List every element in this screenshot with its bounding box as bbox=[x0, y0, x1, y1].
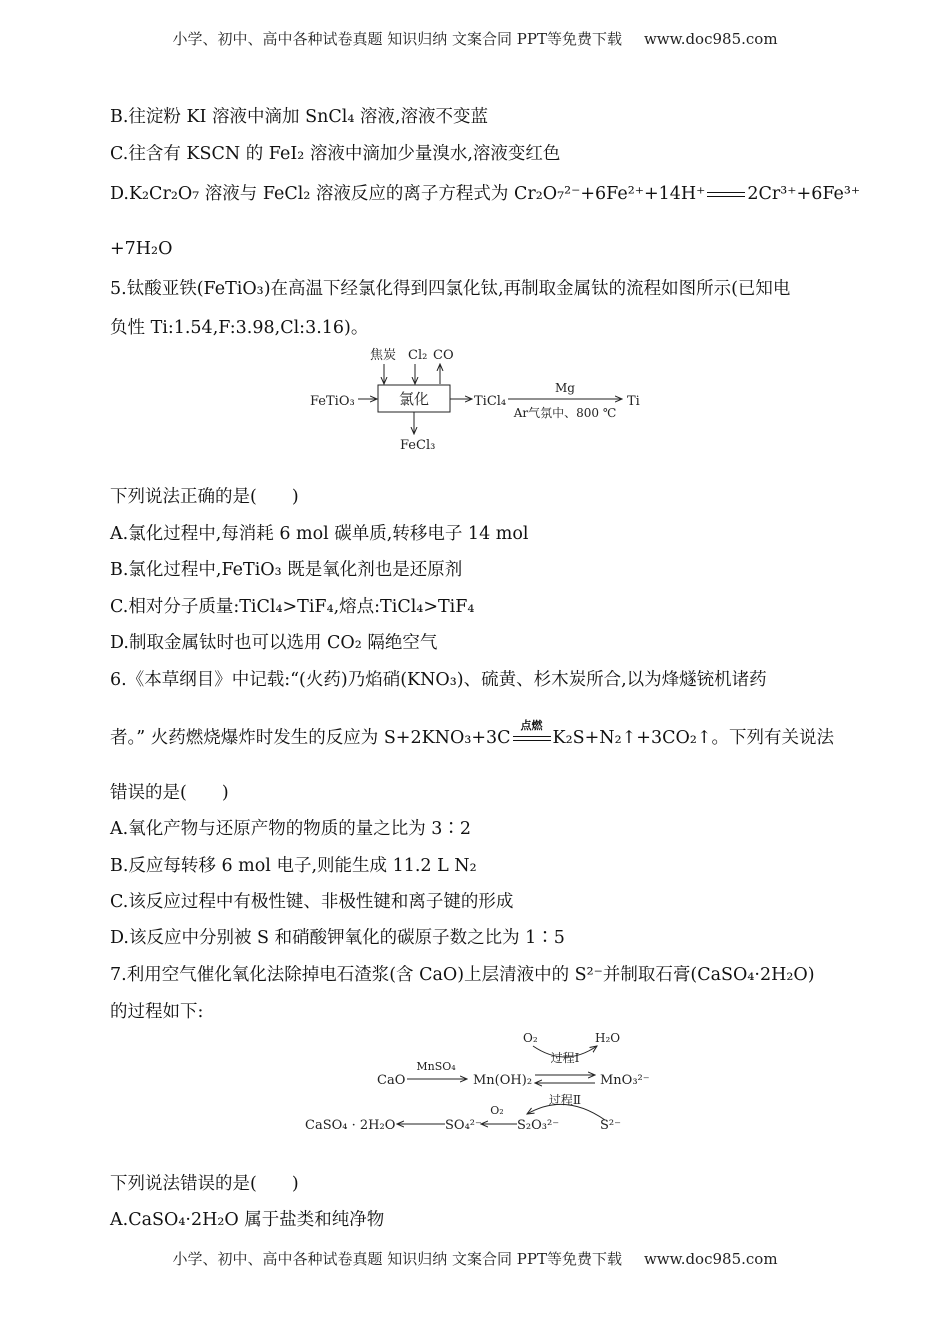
q5-option-b: B.氯化过程中,FeTiO₃ 既是氧化剂也是还原剂 bbox=[110, 560, 463, 580]
mno3-label: MnO₃²⁻ bbox=[600, 1073, 650, 1088]
s2o3-label: S₂O₃²⁻ bbox=[517, 1118, 560, 1133]
co-label: CO bbox=[433, 348, 454, 363]
o2-low-label: O₂ bbox=[490, 1104, 504, 1117]
q6-stem-line3: 错误的是( ) bbox=[110, 783, 229, 803]
chlorination-label: 氯化 bbox=[398, 390, 430, 408]
page-header bbox=[0, 28, 950, 49]
q5-option-a: A.氯化过程中,每消耗 6 mol 碳单质,转移电子 14 mol bbox=[110, 524, 529, 544]
ignite-condition: 点燃 bbox=[520, 718, 543, 732]
q4-option-d-cont: +7H₂O bbox=[110, 239, 173, 259]
mnso4-label: MnSO₄ bbox=[416, 1060, 456, 1073]
process-1-label: 过程Ⅰ bbox=[550, 1051, 580, 1065]
q6-stem-part2: K₂S+N₂↑+3CO₂↑。下列有关说法 bbox=[552, 728, 834, 748]
q7-process-diagram bbox=[295, 1022, 665, 1144]
ticl4-label: TiCl₄ bbox=[474, 394, 507, 409]
fetio3-label: FeTiO₃ bbox=[310, 394, 355, 409]
page-footer bbox=[0, 1248, 950, 1269]
q7-option-a: A.CaSO₄·2H₂O 属于盐类和纯净物 bbox=[110, 1210, 385, 1230]
q5-option-c: C.相对分子质量:TiCl₄>TiF₄,熔点:TiCl₄>TiF₄ bbox=[110, 597, 475, 617]
footer-url[interactable]: www.doc985.com bbox=[643, 1250, 778, 1268]
q6-stem-part1: 者。” 火药燃烧爆炸时发生的反应为 S+2KNO₃+3C bbox=[110, 728, 511, 748]
q6-option-d: D.该反应中分别被 S 和硝酸钾氧化的碳原子数之比为 1∶5 bbox=[110, 928, 565, 948]
so4-label: SO₄²⁻ bbox=[445, 1118, 482, 1133]
q5-stem-line1: 5.钛酸亚铁(FeTiO₃)在高温下经氯化得到四氯化钛,再制取金属钛的流程如图所示(已知电 bbox=[110, 279, 791, 299]
q6-stem-line1: 6.《本草纲目》中记载:“(火药)乃焰硝(KNO₃)、硫黄、杉木炭所合,以为烽燧铳机诸药 bbox=[110, 670, 767, 690]
header-url[interactable]: www.doc985.com bbox=[643, 30, 778, 48]
q6-option-b: B.反应每转移 6 mol 电子,则能生成 11.2 L N₂ bbox=[110, 856, 477, 876]
coke-label: 焦炭 bbox=[370, 348, 397, 363]
q4-option-b: B.往淀粉 KI 溶液中滴加 SnCl₄ 溶液,溶液不变蓝 bbox=[110, 107, 488, 127]
process-2-label: 过程Ⅱ bbox=[548, 1093, 582, 1107]
footer-text: 小学、初中、高中各种试卷真题 知识归纳 文案合同 PPT等免费下载 bbox=[172, 1250, 622, 1268]
cao-label: CaO bbox=[377, 1073, 406, 1088]
q4-option-d bbox=[110, 180, 860, 205]
s2-label: S²⁻ bbox=[600, 1118, 621, 1133]
o2-top-label: O₂ bbox=[523, 1031, 538, 1045]
fecl3-label: FeCl₃ bbox=[400, 438, 436, 453]
ti-label: Ti bbox=[627, 394, 640, 409]
q4-d-part1: D.K₂Cr₂O₇ 溶液与 FeCl₂ 溶液反应的离子方程式为 Cr₂O₇²⁻+6Fe²⁺+14H⁺ bbox=[110, 184, 706, 204]
q5-flow-diagram bbox=[300, 340, 660, 460]
q5-stem-line2: 负性 Ti:1.54,F:3.98,Cl:3.16)。 bbox=[110, 318, 369, 338]
header-text: 小学、初中、高中各种试卷真题 知识归纳 文案合同 PPT等免费下载 bbox=[172, 30, 622, 48]
cl2-label: Cl₂ bbox=[408, 348, 428, 363]
q6-option-a: A.氧化产物与还原产物的物质的量之比为 3∶2 bbox=[110, 819, 472, 839]
equal-sign bbox=[707, 188, 745, 202]
q5-option-d: D.制取金属钛时也可以选用 CO₂ 隔绝空气 bbox=[110, 633, 438, 653]
q7-stem-line1: 7.利用空气催化氧化法除掉电石渣浆(含 CaO)上层清液中的 S²⁻并制取石膏(CaSO₄·2H₂O) bbox=[110, 965, 815, 985]
q5-question: 下列说法正确的是( ) bbox=[110, 487, 299, 507]
q4-d-part2: 2Cr³⁺+6Fe³⁺ bbox=[747, 184, 861, 204]
caso4-label: CaSO₄ · 2H₂O bbox=[305, 1118, 396, 1133]
h2o-label: H₂O bbox=[595, 1031, 621, 1045]
condition-label: Ar气氛中、800 ℃ bbox=[513, 406, 617, 420]
mnoh2-label: Mn(OH)₂ bbox=[473, 1073, 533, 1088]
q7-stem-line2: 的过程如下: bbox=[110, 1002, 204, 1022]
q6-option-c: C.该反应过程中有极性键、非极性键和离子键的形成 bbox=[110, 892, 514, 912]
q4-option-c: C.往含有 KSCN 的 FeI₂ 溶液中滴加少量溴水,溶液变红色 bbox=[110, 144, 561, 164]
ignite-equal-sign bbox=[513, 718, 551, 746]
q6-stem-line2 bbox=[110, 718, 834, 749]
mg-label: Mg bbox=[555, 381, 575, 395]
q7-question: 下列说法错误的是( ) bbox=[110, 1174, 299, 1194]
